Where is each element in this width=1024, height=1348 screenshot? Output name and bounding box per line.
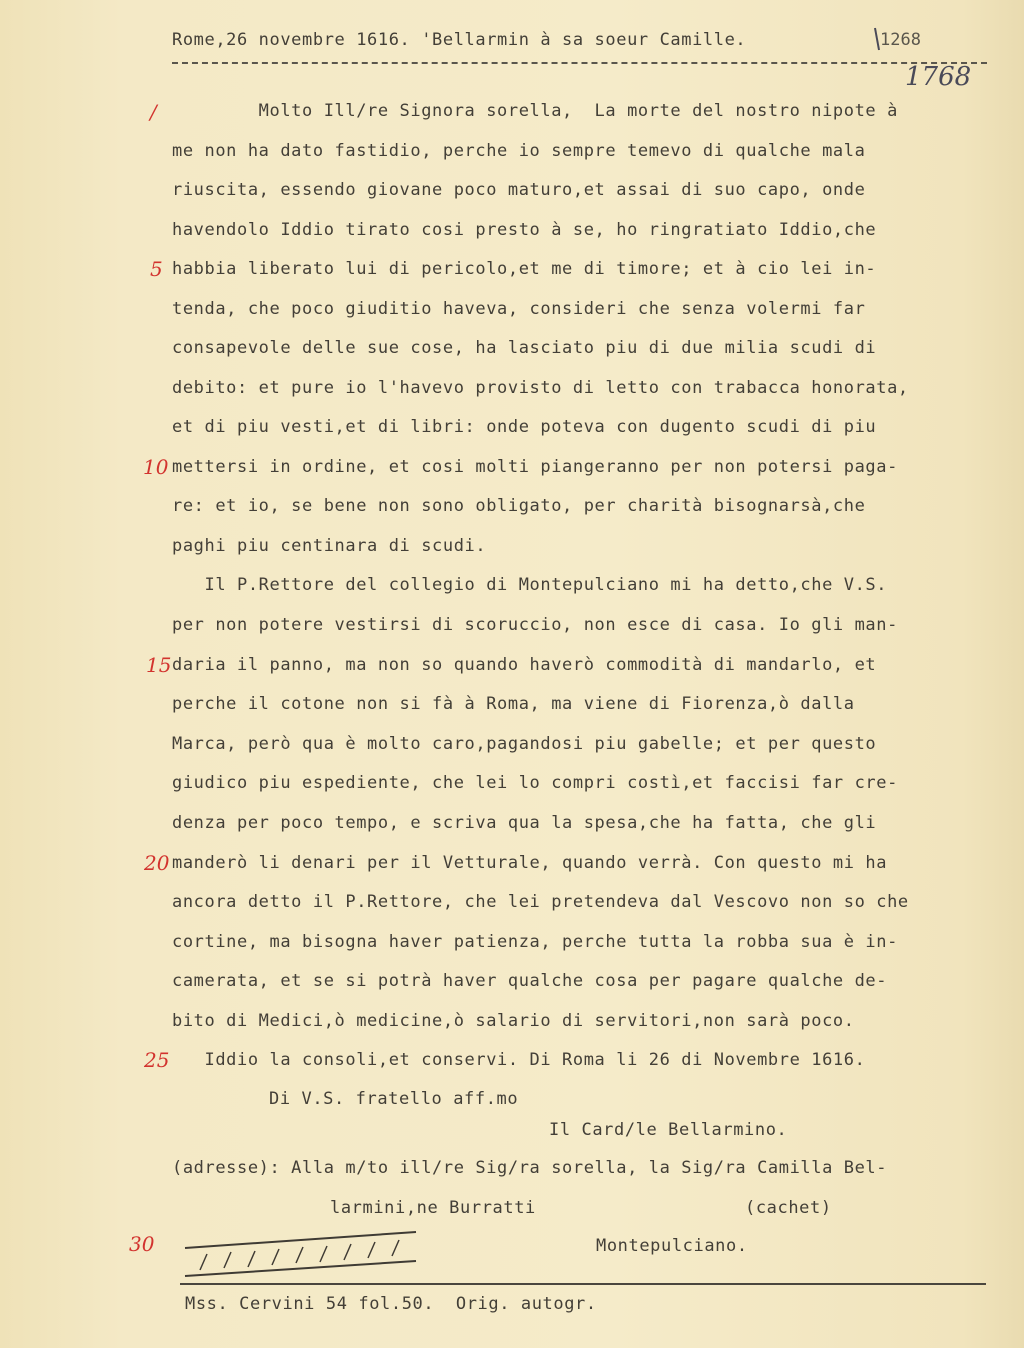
margin-number: 5 (150, 257, 163, 281)
letter-signature: Il Card/le Bellarmino. (549, 1120, 788, 1140)
letter-line: camerata, et se si potrà haver qualche cosa per pagare qualche de- (172, 971, 888, 991)
letter-closing: Di V.S. fratello aff.mo (269, 1089, 519, 1109)
source-citation: Mss. Cervini 54 fol.50. Orig. autogr. (185, 1294, 597, 1314)
letter-line: paghi piu centinara di scudi. (172, 536, 487, 556)
letter-line: Molto Ill/re Signora sorella, La morte del nostro nipote à (172, 101, 898, 121)
document-header-title: Rome,26 novembre 1616. 'Bellarmin à sa soeur Camille. (172, 30, 747, 50)
letter-line: manderò li denari per il Vetturale, quando verrà. Con questo mi ha (172, 853, 888, 873)
letter-line: me non ha dato fastidio, perche io sempre temevo di qualche mala (172, 141, 866, 161)
address-line-2: larmini,ne Burratti (330, 1198, 536, 1218)
header-dashed-rule (172, 62, 987, 64)
margin-number: 10 (143, 455, 169, 479)
letter-line: mettersi in ordine, et cosi molti piangeranno per non potersi paga- (172, 457, 898, 477)
footer-rule (180, 1283, 986, 1285)
letter-line: Iddio la consoli,et conservi. Di Roma li 26 di Novembre 1616. (172, 1050, 866, 1070)
reference-number-typed: 1268 (880, 30, 921, 50)
letter-line: havendolo Iddio tirato cosi presto à se, ho ringratiato Iddio,che (172, 220, 877, 240)
reference-number-handwritten: 1768 (905, 62, 972, 92)
letter-line: bito di Medici,ò medicine,ò salario di servitori,non sarà poco. (172, 1011, 855, 1031)
letter-line: Marca, però qua è molto caro,pagandosi piu gabelle; et per questo (172, 734, 877, 754)
letter-line: consapevole delle sue cose, ha lasciato piu di due milia scudi di (172, 338, 877, 358)
address-line-1: (adresse): Alla m/to ill/re Sig/ra sorella, la Sig/ra Camilla Bel- (172, 1158, 888, 1178)
letter-line: tenda, che poco giuditio haveva, consideri che senza volermi far (172, 299, 866, 319)
letter-line: debito: et pure io l'havevo provisto di letto con trabacca honorata, (172, 378, 909, 398)
margin-number: 15 (146, 653, 172, 677)
letter-line: et di piu vesti,et di libri: onde poteva con dugento scudi di piu (172, 417, 877, 437)
letter-line: habbia liberato lui di pericolo,et me di timore; et à cio lei in- (172, 259, 877, 279)
letter-line: daria il panno, ma non so quando haverò commodità di mandarlo, et (172, 655, 877, 675)
letter-line: cortine, ma bisogna haver patienza, perche tutta la robba sua è in- (172, 932, 898, 952)
letter-line: Il P.Rettore del collegio di Montepulciano mi ha detto,che V.S. (172, 575, 888, 595)
margin-number: / (150, 100, 157, 124)
letter-line: riuscita, essendo giovane poco maturo,et assai di suo capo, onde (172, 180, 866, 200)
seal-hatch-mark (180, 1228, 420, 1278)
letter-line: per non potere vestirsi di scoruccio, non esce di casa. Io gli man- (172, 615, 898, 635)
cachet-note: (cachet) (745, 1198, 832, 1218)
letter-line: denza per poco tempo, e scriva qua la spesa,che ha fatta, che gli (172, 813, 877, 833)
letter-line: re: et io, se bene non sono obligato, per charità bisognarsà,che (172, 496, 866, 516)
letter-line: perche il cotone non si fà à Roma, ma viene di Fiorenza,ò dalla (172, 694, 855, 714)
margin-number: 20 (144, 851, 170, 875)
letter-line: ancora detto il P.Rettore, che lei pretendeva dal Vescovo non so che (172, 892, 909, 912)
margin-number: 25 (144, 1048, 170, 1072)
margin-number: 30 (129, 1232, 155, 1256)
letter-line: giudico piu espediente, che lei lo compri costì,et faccisi far cre- (172, 773, 898, 793)
address-place: Montepulciano. (596, 1236, 748, 1256)
reference-strike-mark (872, 26, 882, 52)
